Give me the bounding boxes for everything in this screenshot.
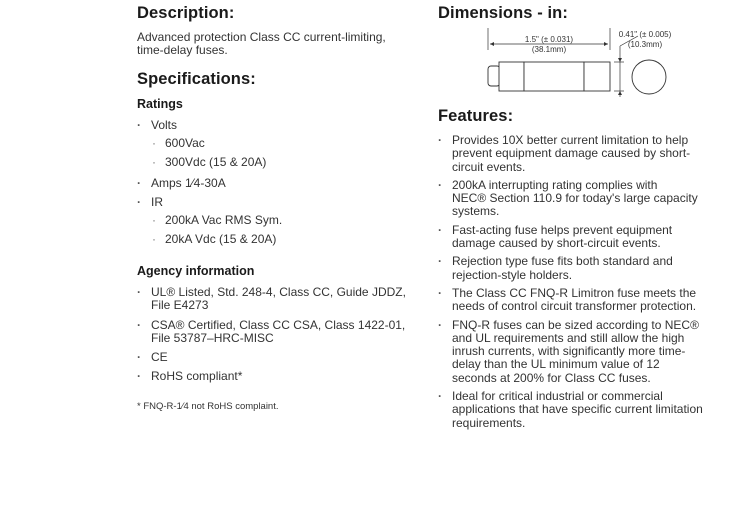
agency-item: · UL® Listed, Std. 248-4, Class CC, Guide JDDZ, File E4273: [137, 286, 427, 313]
volts-subitem: · 600Vac: [151, 137, 427, 150]
features-heading: Features:: [438, 107, 514, 125]
feature-item: · Rejection type fuse fits both standard and rejection-style holders.: [438, 255, 748, 282]
agency-item: · CE: [137, 351, 427, 364]
feature-item: · Provides 10X better current limitation to help prevent equipment damage caused by short- circuit events.: [438, 134, 748, 174]
diameter-label: 0.41" (± 0.005): [618, 30, 672, 39]
agency-item: · CSA® Certified, Class CC CSA, Class 1422-01, File 53787–HRC-MISC: [137, 319, 427, 346]
specifications-heading: Specifications:: [137, 70, 256, 88]
volts-sublist: [151, 137, 427, 169]
ir-sublist: [151, 214, 427, 246]
agency-list: [137, 286, 427, 384]
ratings-item-amps: · Amps 1⁄4-30A: [137, 177, 427, 190]
volts-subitem: · 300Vdc (15 & 20A): [151, 156, 427, 169]
fuse-end-view: [632, 60, 666, 94]
feature-item: · The Class CC FNQ-R Limitron fuse meets the needs of control circuit transformer protection.: [438, 287, 748, 314]
feature-item: · 200kA interrupting rating complies with NEC® Section 110.9 for today's large capacity systems.: [438, 179, 748, 219]
agency-item: · RoHS compliant*: [137, 370, 427, 383]
ratings-heading: Ratings: [137, 97, 183, 111]
description-text: Advanced protection Class CC current-limiting, time-delay fuses.: [137, 30, 386, 57]
fuse-dimension-drawing: [438, 22, 688, 104]
diameter-mm-label: (10.3mm): [627, 40, 663, 49]
feature-item: · FNQ-R fuses can be sized according to NEC® and UL requirements and still allow the high inrush currents, with significantly more time- delay than the UL minimum value of 12 seconds at 200% for Class CC fuses.: [438, 319, 748, 385]
feature-item: · Fast-acting fuse helps prevent equipment damage caused by short-circuit events.: [438, 224, 748, 251]
fuse-body: [488, 62, 610, 91]
ir-subitem: · 20kA Vdc (15 & 20A): [151, 233, 427, 246]
length-label: 1.5" (± 0.031): [524, 35, 574, 44]
agency-heading: Agency information: [137, 264, 255, 278]
description-heading: Description:: [137, 4, 235, 22]
ir-subitem: · 200kA Vac RMS Sym.: [151, 214, 427, 227]
ratings-item-ir: · IR · 200kA Vac RMS Sym. · 20kA Vdc (15 & 20A): [137, 196, 427, 246]
dimensions-heading: Dimensions - in:: [438, 4, 568, 22]
feature-item: · Ideal for critical industrial or commercial applications that have specific current limitation requirements.: [438, 390, 748, 430]
length-mm-label: (38.1mm): [531, 45, 567, 54]
features-list: [438, 134, 748, 430]
footnote: * FNQ-R-1⁄4 not RoHS complaint.: [137, 401, 279, 412]
ratings-item-volts: · Volts · 600Vac · 300Vdc (15 & 20A): [137, 119, 427, 169]
ratings-list: [137, 119, 427, 246]
